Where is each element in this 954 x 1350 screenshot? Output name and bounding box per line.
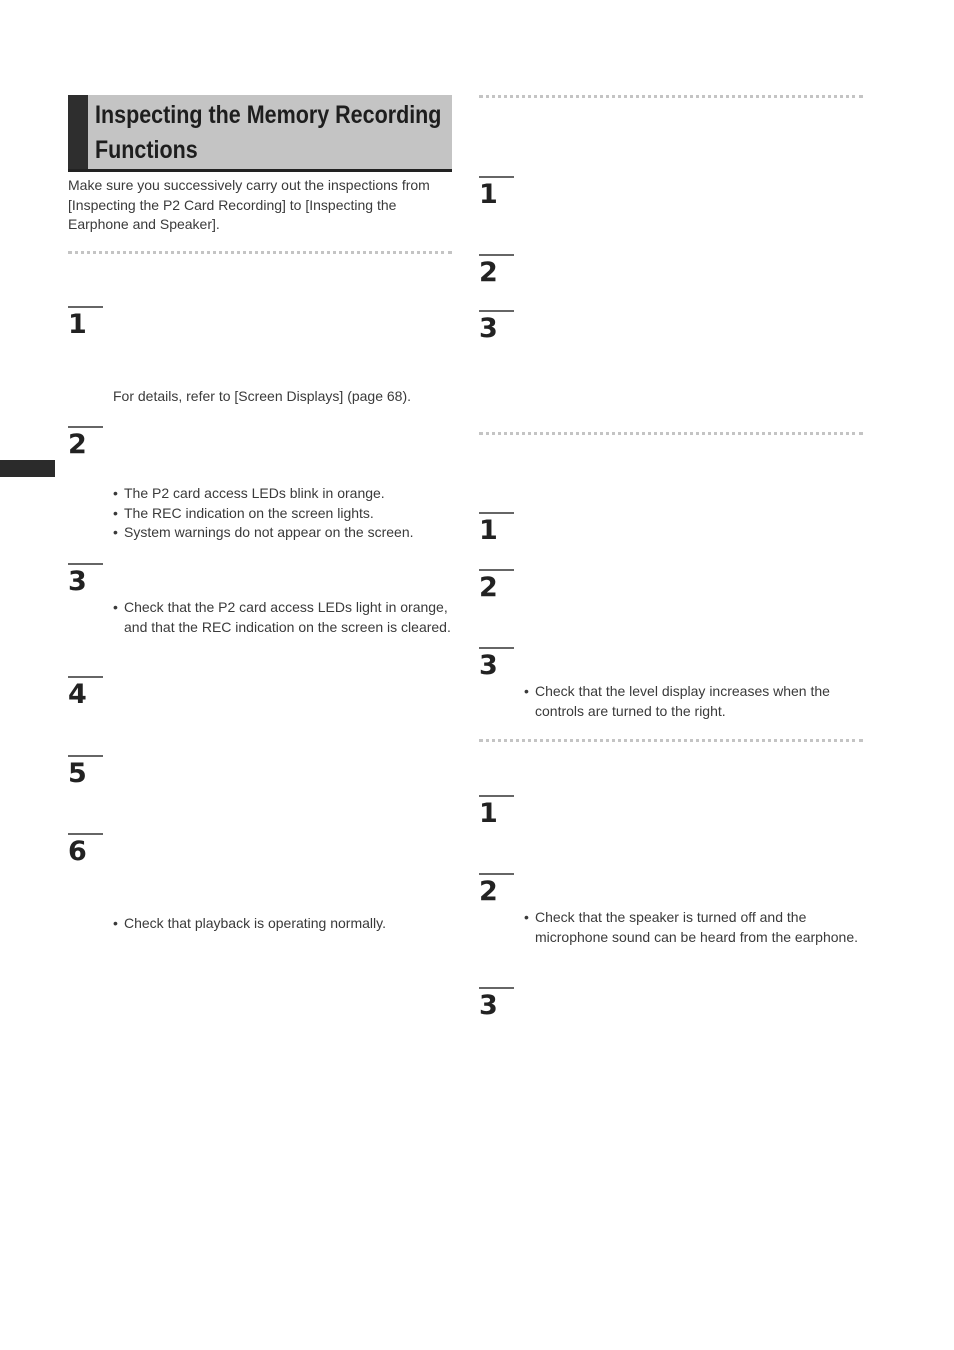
step-2 [479,873,514,909]
step-1 [68,306,103,342]
step-number: 3 [68,566,87,597]
title-accent-bar [68,95,88,169]
step-number: 1 [479,179,498,210]
section-divider [479,95,863,98]
step-number: 2 [68,429,87,460]
list-item: • Check that playback is operating normally. [113,914,453,934]
step-1 [479,512,514,548]
step-number: 3 [479,650,498,681]
step-6 [68,833,103,869]
step-number: 2 [479,876,498,907]
list-item: • The P2 card access LEDs blink in orange. [113,484,453,504]
step-number: 1 [479,798,498,829]
step-number: 2 [479,257,498,288]
step-3 [479,987,514,1023]
intro-paragraph: Make sure you successively carry out the inspections from [Inspecting the P2 Card Recording] to [Inspecting the Earphone and Speaker]. [68,177,430,232]
chapter-tab [0,460,55,477]
list-item: • Check that the speaker is turned off and the microphone sound can be heard from the earphone. [524,908,859,947]
list-item: • System warnings do not appear on the screen. [113,523,453,543]
step-number: 5 [68,758,87,789]
list-item: • The REC indication on the screen lights. [113,504,453,524]
step-3 [479,310,514,346]
step-number: 3 [479,313,498,344]
step-3 [68,563,103,599]
section-title-line-2: Functions [95,136,198,164]
list-item: • Check that the level display increases when the controls are turned to the right. [524,682,859,721]
step-3-bullets [113,598,453,637]
step-number: 6 [68,836,87,867]
step-3-bullets [524,682,859,721]
step-number: 2 [479,572,498,603]
section-title [95,98,442,168]
step-6-bullets [113,914,453,934]
section-divider [68,251,452,254]
section-divider [479,432,863,435]
step-2 [479,569,514,605]
step-number: 4 [68,679,87,710]
step-4 [68,676,103,712]
section-divider [479,739,863,742]
step-2 [68,426,103,462]
step-5 [68,755,103,791]
step-1 [479,795,514,831]
step-number: 1 [479,515,498,546]
step-number: 1 [68,309,87,340]
list-item: • Check that the P2 card access LEDs light in orange, and that the REC indication on the screen is cleared. [113,598,453,637]
section-title-box [68,95,452,172]
step-3 [479,647,514,683]
step-2-bullets [524,908,859,947]
step-number: 3 [479,990,498,1021]
step-1-note: For details, refer to [Screen Displays] (page 68). [113,388,412,404]
section-title-line-1: Inspecting the Memory Recording [95,101,442,129]
step-2 [479,254,514,290]
step-2-bullets [113,484,453,543]
step-1 [479,176,514,212]
